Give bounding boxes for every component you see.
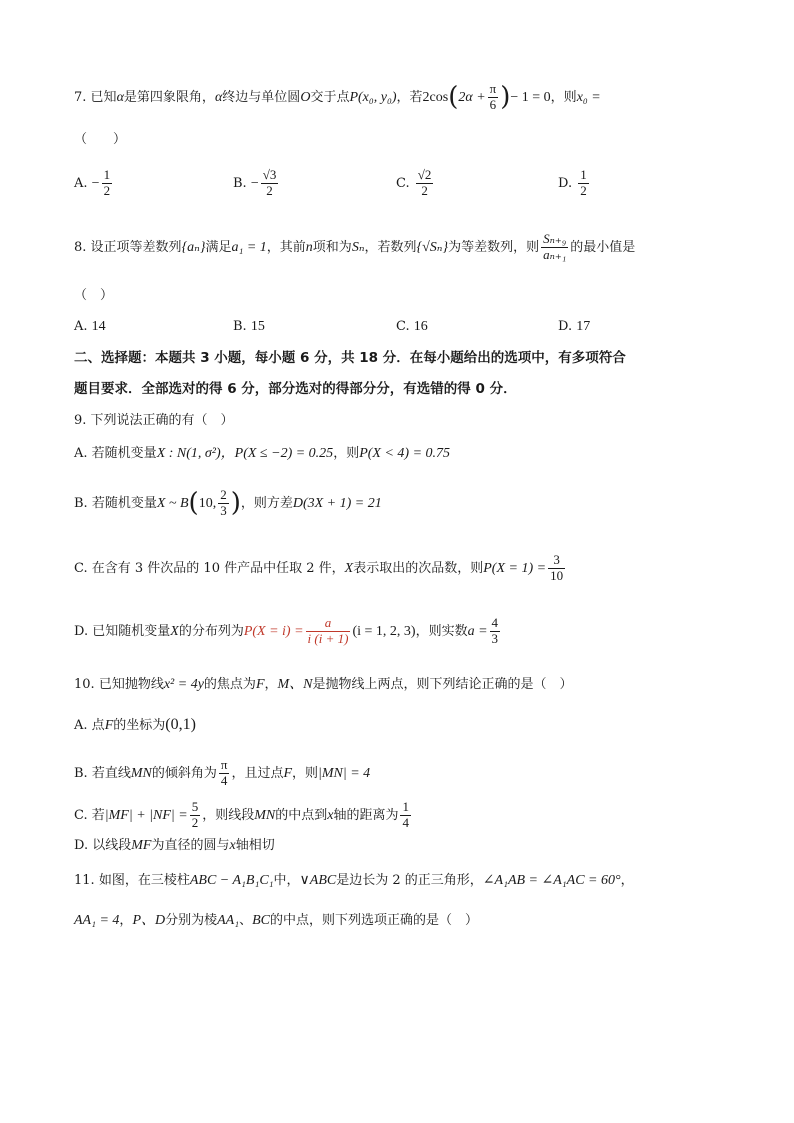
q10-option-b: B. 若直线MN的倾斜角为 $\frac{\pi}{4}$ ，且过点F，则|MN| = 4 [74, 757, 371, 788]
section-2-heading-line2: 题目要求．全部选对的得 6 分，部分选对的得部分分，有选错的得 0 分． [74, 381, 517, 397]
q8-option-d: D. 17 [558, 319, 591, 334]
q10-option-a: A. 点F的坐标为(0,1) [74, 716, 196, 733]
q8-fraction: $\frac{\text{Sₙ₊₉}}{\text{aₙ₊₁}}$ [543, 231, 567, 262]
q8-option-b: B. 15 [233, 319, 265, 334]
q7-answer-paren: （ ） [74, 132, 127, 147]
q8-stem: 8. 设正项等差数列{aₙ}满足a₁ = 1，其前n项和为Sₙ，若数列{√Sₙ}为等差数列，则 $\frac{\text{Sₙ₊₉}}{\text{aₙ₊₁}}$ 的最小值是 [74, 231, 636, 262]
q9-option-c: C. 在含有 3 件次品的 10 件产品中任取 2 件，X表示取出的次品数，则P(X = 1) = $\frac{3}{10}$ [74, 552, 564, 583]
q7-number: 7. [74, 90, 87, 106]
q10-option-c: C. 若|MF| + |NF| = $\frac{5}{2}$ ，则线段MN的中点到x轴的距离为 $\frac{1}{4}$ [74, 799, 409, 830]
q9-option-b: B. 若随机变量X ~ B(10, $\frac{2}{3}$ )，则方差D(3X + 1) = 21 [74, 487, 382, 519]
q7-option-b: B. − $\frac{√3}{2}$ [233, 167, 277, 198]
q9-stem: 9. 下列说法正确的有（ ） [74, 413, 234, 428]
q8-number: 8. [74, 239, 87, 255]
q10-stem: 10. 已知抛物线x² = 4y的焦点为F，M、N是抛物线上两点，则下列结论正确的是（ ） [74, 677, 573, 692]
q7-option-c: C. $\frac{√2}{2}$ [396, 167, 432, 198]
q8-option-c: C. 16 [396, 319, 428, 334]
q8-option-a: A. 14 [74, 319, 106, 334]
q9-option-d: D. 已知随机变量X的分布列为P(X = i) = $\frac{a}{i (i + 1)}$ (i = 1, 2, 3)，则实数a = $\frac{4}{3}$ [74, 615, 499, 646]
q7-pi-over-6: $\frac{\pi}{6}$ [489, 81, 497, 113]
q7-option-d: D. $\frac{1}{2}$ [558, 167, 587, 198]
q11-stem-line2: AA₁ = 4，P、D分别为棱AA₁、BC的中点，则下列选项正确的是（ ） [74, 913, 479, 928]
q8-answer-paren: （ ） [74, 288, 114, 303]
q7-option-a: A. − $\frac{1}{2}$ [74, 167, 111, 198]
q7-stem: 7. 已知α是第四象限角，α终边与单位圆O交于点P(x₀, y₀)，若2cos(2α + $\frac{\pi}{6}$ )− 1 = 0，则x₀ = [74, 81, 601, 113]
q11-stem: 11. 如图，在三棱柱ABC − A₁B₁C₁中，∨ABC是边长为 2 的正三角形，∠A₁AB = ∠A₁AC = 60°， [74, 873, 634, 888]
q9-option-a: A. 若随机变量X : N(1, σ²)，P(X ≤ −2) = 0.25，则P(X < 4) = 0.75 [74, 446, 451, 461]
section-2-heading: 二、选择题：本题共 3 小题，每小题 6 分，共 18 分．在每小题给出的选项中，有多项符合 [74, 350, 626, 366]
q10-option-d: D. 以线段MF为直径的圆与x轴相切 [74, 838, 275, 853]
